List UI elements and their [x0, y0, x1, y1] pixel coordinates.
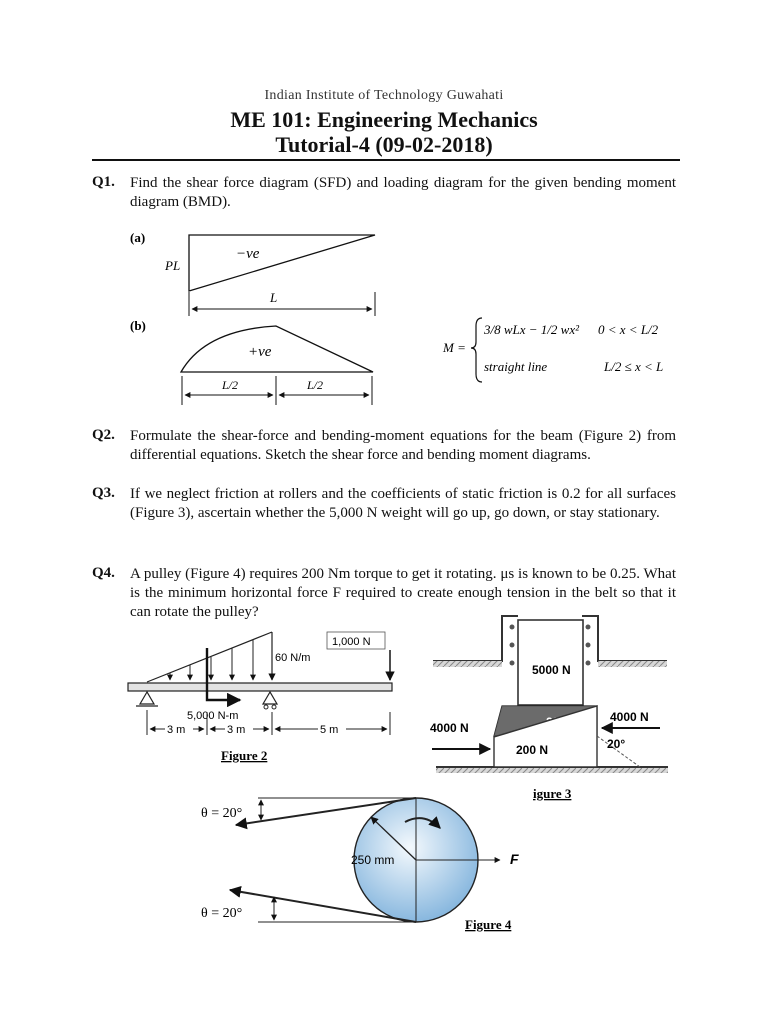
- q3-text: If we neglect friction at rollers and the coefficients of static friction is 0.2 for all surfaces (Figure 3), ascertain whether the 5,000 N weight will go up, go down, or stay stationary.: [130, 486, 676, 521]
- q1b-half-right: L/2: [307, 378, 324, 392]
- q1a-span-label: L: [270, 290, 278, 305]
- couple-label: 5,000 N-m: [187, 710, 239, 722]
- figure-4-pulley: [201, 798, 519, 932]
- radius-label: 250 mm: [351, 853, 395, 867]
- weight-label: 5000 N: [532, 663, 571, 677]
- angle-bottom-label: θ = 20°: [201, 906, 243, 921]
- dimension-2: 3 m: [227, 724, 246, 736]
- equation-case1-range: 0 < x < L/2: [598, 322, 659, 337]
- q1b-moment-curve: [181, 326, 373, 372]
- course-title: ME 101: Engineering Mechanics: [230, 107, 538, 132]
- q1b-half-left: L/2: [222, 378, 239, 392]
- force-right-label: 4000 N: [610, 710, 649, 724]
- q1a-moment-label: PL: [165, 258, 181, 273]
- figure-4-caption: Figure 4: [465, 917, 512, 932]
- tutorial-title: Tutorial-4 (09-02-2018): [275, 132, 493, 157]
- figure-2-beam: [128, 632, 392, 763]
- distributed-load-label: 60 N/m: [275, 652, 311, 664]
- angle-top-label: θ = 20°: [201, 806, 243, 821]
- q4-number: Q4.: [92, 565, 115, 581]
- wedge-angle-label: 20°: [607, 737, 626, 751]
- beam: [128, 683, 392, 691]
- roller-support: [263, 692, 277, 704]
- q3-number: Q3.: [92, 485, 115, 501]
- q4-text: A pulley (Figure 4) requires 200 Nm torque to get it rotating. μs is known to be 0.25. What is the minimum horizontal force F required to create enough tension in the belt so that it can rotate the pulley?: [130, 566, 676, 620]
- q2-number: Q2.: [92, 427, 115, 443]
- point-load-label: 1,000 N: [332, 636, 371, 648]
- dimension-1: 3 m: [167, 724, 186, 736]
- equation-case2: straight line: [484, 359, 548, 374]
- equation-brace: [471, 318, 482, 382]
- figure-3-wedge: [430, 616, 668, 801]
- force-f-label: F: [510, 851, 519, 867]
- equation-case2-range: L/2 ≤ x < L: [604, 359, 664, 374]
- q1b-sign: +ve: [248, 344, 272, 360]
- lower-wedge-label: 200 N: [516, 743, 549, 757]
- q1a-label: (a): [130, 230, 146, 245]
- figure-2-caption: Figure 2: [221, 748, 268, 763]
- q1b-equation: [442, 318, 663, 382]
- dimension-3: 5 m: [320, 724, 339, 736]
- q2-text: Formulate the shear-force and bending-moment equations for the beam (Figure 2) from differential equations. Sketch the shear force and bending moment diagrams.: [130, 428, 676, 463]
- figure-3-caption: igure 3: [533, 786, 572, 801]
- equation-lhs: M =: [443, 340, 466, 355]
- q1-text: Find the shear force diagram (SFD) and loading diagram for the given bending moment diagram (BMD).: [130, 175, 676, 210]
- q1a-bmd-diagram: [130, 230, 375, 316]
- q1-number: Q1.: [92, 174, 115, 190]
- q1a-sign: −ve: [236, 246, 260, 262]
- force-left-label: 4000 N: [430, 721, 469, 735]
- institute-name: Indian Institute of Technology Guwahati: [264, 88, 504, 103]
- pin-support-left: [140, 692, 154, 704]
- q1b-bmd-diagram: [130, 318, 373, 405]
- q1b-label: (b): [130, 318, 146, 333]
- equation-case1: 3/8 wLx − 1/2 wx²: [484, 322, 580, 337]
- q1a-moment-triangle: [189, 235, 375, 291]
